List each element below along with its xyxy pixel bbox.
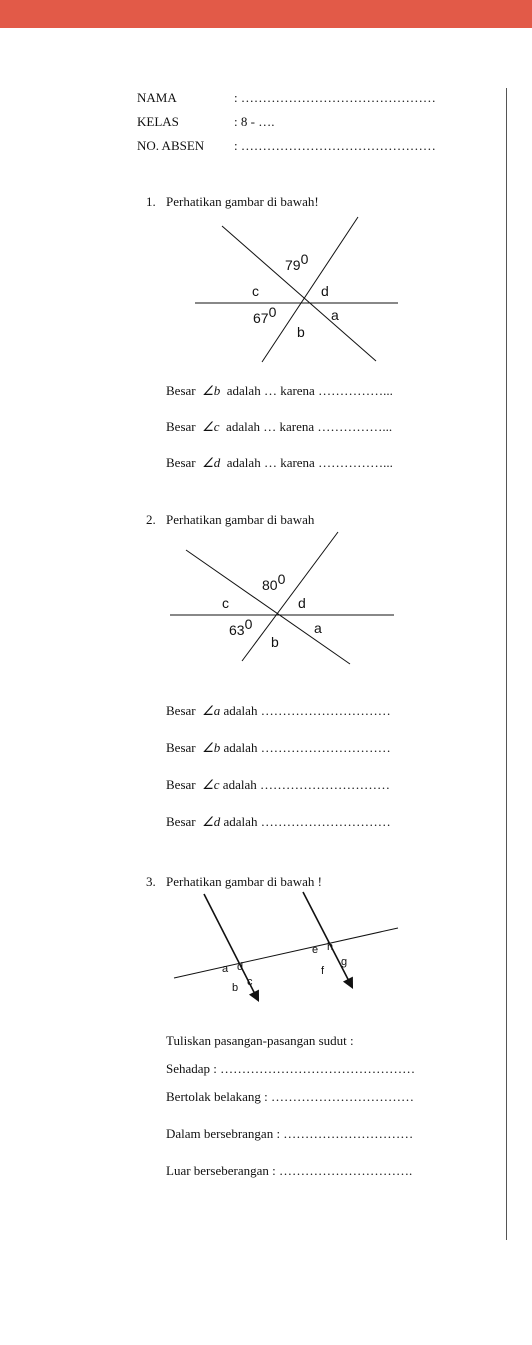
nama-label: NAMA xyxy=(137,90,177,105)
header-bar xyxy=(0,0,532,28)
q2-figure xyxy=(166,528,398,670)
q1-angle-left-label: 670 xyxy=(253,304,277,326)
q3-line-sehadap: Sehadap : ……………………………………… xyxy=(166,1061,416,1076)
q2-line-b: Besar ∠b adalah ………………………… xyxy=(166,740,391,755)
q2-label-a: a xyxy=(314,620,322,636)
q1-number: 1. xyxy=(146,194,156,209)
q1-figure xyxy=(190,210,405,370)
q1-angle-top-label: 790 xyxy=(285,251,309,273)
q3-label-d: d xyxy=(237,961,244,973)
q3-line-luar-berseberangan: Luar berseberangan : …………………………. xyxy=(166,1163,413,1178)
q1-line-d: Besar ∠d adalah … karena ……………... xyxy=(166,455,393,470)
q3-label-h: h xyxy=(327,941,334,953)
q3-label-e: e xyxy=(312,944,319,956)
q2-line-c: Besar ∠c adalah ………………………… xyxy=(166,777,390,792)
q3-line-dalam-bersebrangan: Dalam bersebrangan : ………………………… xyxy=(166,1126,414,1141)
q1-steep-line xyxy=(262,217,358,362)
q2-label-b: b xyxy=(271,634,279,650)
kelas-label: KELAS xyxy=(137,114,179,129)
q3-number: 3. xyxy=(146,874,156,889)
q1-line-c: Besar ∠c adalah … karena ……………... xyxy=(166,419,393,434)
q2-steep-line xyxy=(242,532,338,661)
q3-figure xyxy=(170,888,402,1008)
kelas-field: : 8 - …. xyxy=(234,114,275,129)
nama-field: : ……………………………………… xyxy=(234,90,436,105)
q2-label-c: c xyxy=(222,595,229,611)
q2-line-a: Besar ∠a adalah ………………………… xyxy=(166,703,391,718)
q3-label-c: c xyxy=(247,976,253,988)
q1-label-b: b xyxy=(297,324,305,340)
absen-field: : ……………………………………… xyxy=(234,138,436,153)
q3-transversal-line xyxy=(174,928,398,978)
q3-intro: Tuliskan pasangan-pasangan sudut : xyxy=(166,1033,354,1048)
q2-angle-left-label: 630 xyxy=(229,616,253,638)
margin-rule xyxy=(506,88,507,1240)
q1-prompt: Perhatikan gambar di bawah! xyxy=(166,194,319,209)
q3-label-b: b xyxy=(232,982,239,994)
q3-line-bertolak-belakang: Bertolak belakang : …………………………… xyxy=(166,1089,415,1104)
q2-number: 2. xyxy=(146,512,156,527)
q2-diagonal-line xyxy=(186,550,350,664)
q1-diagonal-line xyxy=(222,226,376,361)
q3-label-f: f xyxy=(321,965,325,977)
q2-line-d: Besar ∠d adalah ………………………… xyxy=(166,814,391,829)
q3-label-g: g xyxy=(341,956,348,968)
q1-label-d: d xyxy=(321,283,329,299)
q1-line-b: Besar ∠b adalah … karena ……………... xyxy=(166,383,393,398)
q2-angle-top-label: 800 xyxy=(262,571,286,593)
q1-label-a: a xyxy=(331,307,339,323)
q1-label-c: c xyxy=(252,283,259,299)
q3-label-a: a xyxy=(222,963,229,975)
absen-label: NO. ABSEN xyxy=(137,138,205,153)
q3-prompt: Perhatikan gambar di bawah ! xyxy=(166,874,322,889)
q2-prompt: Perhatikan gambar di bawah xyxy=(166,512,315,527)
q2-label-d: d xyxy=(298,595,306,611)
